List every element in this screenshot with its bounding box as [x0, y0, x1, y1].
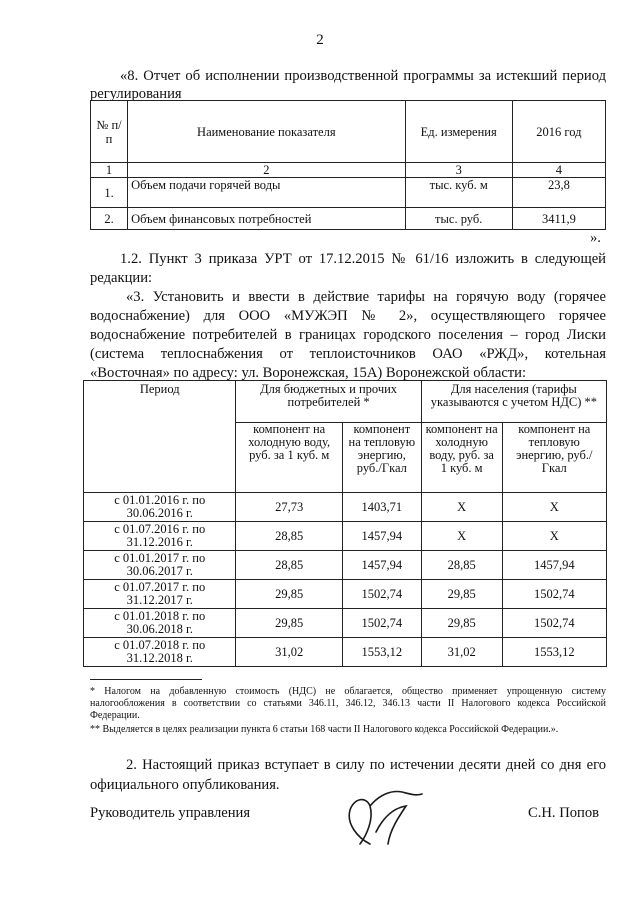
tariff-table-group-header [84, 381, 607, 423]
cell-heat-pop: X [502, 522, 606, 551]
quote-close: ». [590, 230, 601, 246]
report-heading: «8. Отчет об исполнении производственной программы за истекший период [120, 68, 606, 84]
para-2-cont: официального опубликования. [90, 777, 280, 793]
cell-heat-pop: 1457,94 [502, 551, 606, 580]
row-value: 3411,9 [512, 208, 605, 230]
row-period [84, 580, 236, 609]
cell-cold: 31,02 [236, 638, 342, 667]
row-indicator: Объем подачи горячей воды [128, 178, 406, 208]
report-table [90, 100, 606, 230]
row-period [84, 522, 236, 551]
signatory-position: Руководитель управления [90, 805, 251, 821]
report-table-header [91, 101, 606, 163]
row-period [84, 638, 236, 667]
cell-heat-pop: 1553,12 [502, 638, 606, 667]
row-unit: тыс. куб. м [405, 178, 512, 208]
para-3-line: (система теплоснабжения от теплоисточников ОАО «РЖД», котельная [90, 346, 606, 362]
cell-heat: 1502,74 [342, 609, 421, 638]
table-row [84, 493, 607, 522]
row-unit: тыс. руб. [405, 208, 512, 230]
index-cell: 4 [512, 163, 605, 178]
footnote-divider [90, 679, 202, 680]
index-cell: 3 [405, 163, 512, 178]
period-end: 30.06.2016 г. [126, 506, 193, 520]
header-cold-water-population: компонент на холодную воду, руб. за 1 куб. м [421, 423, 502, 493]
header-num: № п/п [91, 101, 128, 163]
table-row [84, 638, 607, 667]
cell-heat-pop: 1502,74 [502, 580, 606, 609]
table-row [84, 551, 607, 580]
period-start: с 01.07.2018 г. по [114, 638, 206, 652]
cell-heat-pop: X [502, 493, 606, 522]
footnote-1: * Налогом на добавленную стоимость (НДС) не облагается, общество применяет упрощенную систему [90, 686, 606, 697]
para-3-line: водоснабжение) для ООО «МУЖЭП № 2», осуществляющего горячее [90, 308, 606, 324]
period-start: с 01.01.2016 г. по [114, 493, 206, 507]
cell-cold-pop: X [421, 522, 502, 551]
cell-cold: 29,85 [236, 580, 342, 609]
cell-heat: 1457,94 [342, 551, 421, 580]
row-value: 23,8 [512, 178, 605, 208]
period-end: 31.12.2018 г. [126, 651, 193, 665]
row-period [84, 493, 236, 522]
cell-heat: 1553,12 [342, 638, 421, 667]
cell-cold-pop: X [421, 493, 502, 522]
period-end: 30.06.2018 г. [126, 622, 193, 636]
page-number: 2 [316, 32, 324, 48]
cell-cold: 28,85 [236, 551, 342, 580]
row-num: 1. [91, 178, 128, 208]
index-cell: 2 [128, 163, 406, 178]
report-table-index-row [91, 163, 606, 178]
row-period [84, 609, 236, 638]
para-1-2-cont: редакции: [90, 270, 153, 286]
header-indicator: Наименование показателя [128, 101, 406, 163]
cell-cold-pop: 28,85 [421, 551, 502, 580]
cell-cold: 27,73 [236, 493, 342, 522]
report-heading-cont: регулирования [90, 86, 182, 102]
cell-heat-pop: 1502,74 [502, 609, 606, 638]
header-period: Период [84, 381, 236, 493]
row-indicator: Объем финансовых потребностей [128, 208, 406, 230]
period-end: 30.06.2017 г. [126, 564, 193, 578]
table-row [84, 522, 607, 551]
row-num: 2. [91, 208, 128, 230]
table-row [91, 178, 606, 208]
header-cold-water: компонент на холодную воду, руб. за 1 куб. м [236, 423, 342, 493]
cell-cold-pop: 31,02 [421, 638, 502, 667]
period-end: 31.12.2016 г. [126, 535, 193, 549]
cell-cold-pop: 29,85 [421, 609, 502, 638]
header-year: 2016 год [512, 101, 605, 163]
period-end: 31.12.2017 г. [126, 593, 193, 607]
period-start: с 01.07.2017 г. по [114, 580, 206, 594]
header-population-group: Для населения (тарифы указываются с учетом НДС) ** [421, 381, 606, 423]
cell-cold-pop: 29,85 [421, 580, 502, 609]
cell-heat: 1502,74 [342, 580, 421, 609]
header-heat-energy: компонент на тепловую энергию, руб./Гкал [342, 423, 421, 493]
footnote-2: ** Выделяется в целях реализации пункта 6 статьи 168 части II Налогового кодекса Российской Федерации.». [90, 724, 559, 735]
para-1-2: 1.2. Пункт 3 приказа УРТ от 17.12.2015 № 61/16 изложить в следующей [120, 251, 606, 267]
cell-cold: 29,85 [236, 609, 342, 638]
cell-cold: 28,85 [236, 522, 342, 551]
table-row [84, 580, 607, 609]
para-3-line: «3. Установить и ввести в действие тарифы на горячую воду (горячее [126, 289, 606, 305]
header-heat-energy-population: компонент на тепловую энергию, руб./Гкал [502, 423, 606, 493]
period-start: с 01.01.2017 г. по [114, 551, 206, 565]
para-2: 2. Настоящий приказ вступает в силу по истечении десяти дней со дня его [126, 757, 606, 773]
row-period [84, 551, 236, 580]
para-3-line: водоснабжение потребителей в границах городского поселения – город Лиски [90, 327, 606, 343]
handwritten-signature [336, 786, 428, 850]
index-cell: 1 [91, 163, 128, 178]
cell-heat: 1457,94 [342, 522, 421, 551]
tariff-table [83, 380, 607, 667]
para-3-line: «Восточная» по адресу: ул. Воронежская, 15А) Воронежской области: [90, 365, 527, 381]
table-row [91, 208, 606, 230]
header-unit: Ед. измерения [405, 101, 512, 163]
table-row [84, 609, 607, 638]
cell-heat: 1403,71 [342, 493, 421, 522]
period-start: с 01.07.2016 г. по [114, 522, 206, 536]
footnote-1-end: Федерации. [90, 710, 140, 721]
period-start: с 01.01.2018 г. по [114, 609, 206, 623]
signatory-name: С.Н. Попов [528, 805, 600, 821]
footnote-1-cont: налогообложения в соответствии со статьями 346.11, 346.12, 346.13 части II Налогового кодекса Российской [90, 698, 606, 709]
header-budget-group: Для бюджетных и прочих потребителей * [236, 381, 421, 423]
